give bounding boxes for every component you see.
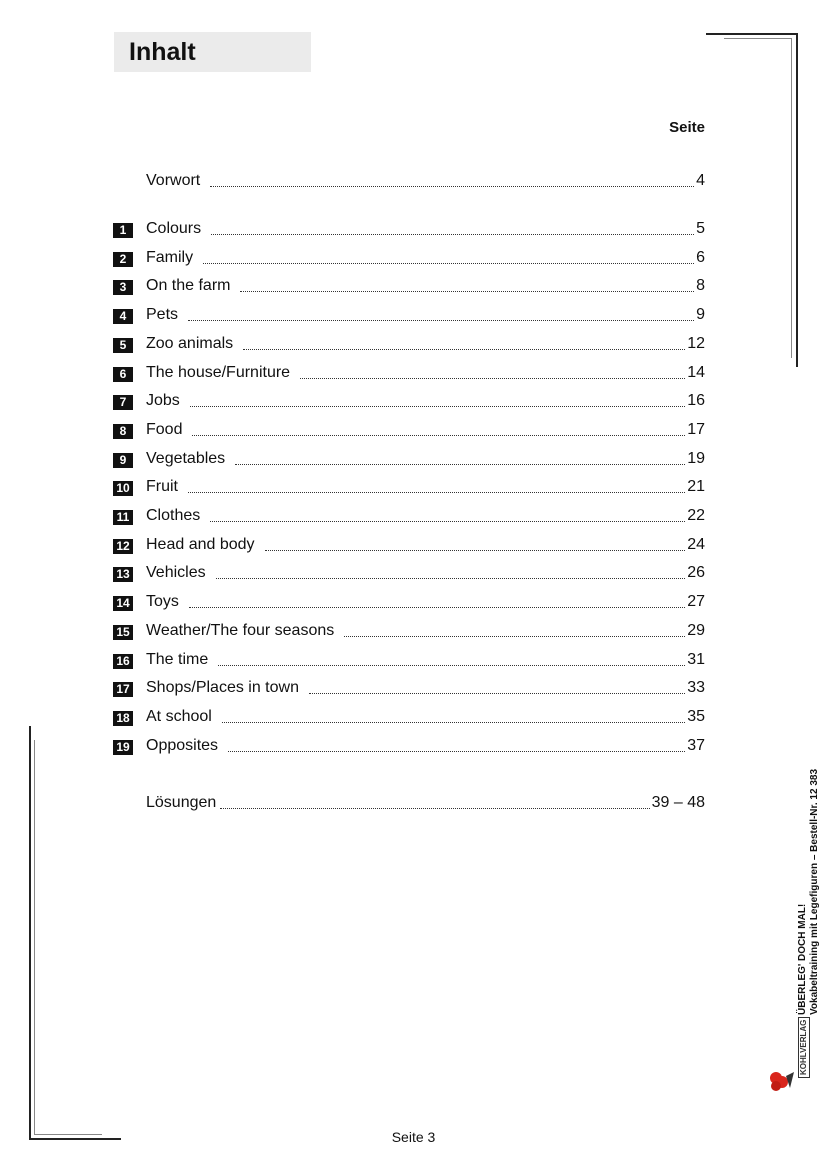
- toc-row: [113, 475, 705, 499]
- dot-leader: [220, 808, 649, 809]
- toc-number-blank: [113, 175, 133, 190]
- toc-row: [113, 389, 705, 413]
- dot-leader: [344, 636, 685, 637]
- dot-leader: [222, 722, 685, 723]
- toc-label: At school: [146, 708, 212, 725]
- chapter-number-badge: 2: [113, 252, 133, 267]
- toc-row: [113, 561, 705, 585]
- chapter-number-badge: 5: [113, 338, 133, 353]
- toc-label: Vehicles: [146, 564, 206, 581]
- chapter-number-badge: 11: [113, 510, 133, 525]
- chapter-number-badge: 1: [113, 223, 133, 238]
- toc-label: Pets: [146, 306, 179, 323]
- dot-leader: [300, 378, 685, 379]
- dot-leader: [189, 607, 685, 608]
- toc-row: [113, 705, 705, 729]
- toc-number-blank: [113, 797, 133, 812]
- page-number: Seite 3: [391, 1129, 436, 1145]
- toc-page: 9: [696, 306, 705, 323]
- toc-page: 33: [687, 679, 705, 696]
- toc-page: 26: [687, 564, 705, 581]
- toc-label: Vorwort: [146, 172, 201, 189]
- toc-label: Head and body: [146, 536, 255, 553]
- chapter-number-badge: 18: [113, 711, 133, 726]
- chapter-number-badge: 9: [113, 453, 133, 468]
- toc-row: [113, 648, 705, 672]
- chapter-number-badge: 7: [113, 395, 133, 410]
- toc-label: The time: [146, 651, 209, 668]
- dot-leader: [216, 578, 686, 579]
- dot-leader: [190, 406, 685, 407]
- series-subtitle: Vokabeltraining mit Legefiguren – Bestell-Nr. 12 383: [809, 768, 820, 1015]
- chapter-number-badge: 15: [113, 625, 133, 640]
- toc-label: Zoo animals: [146, 335, 234, 352]
- chapter-number-badge: 10: [113, 481, 133, 496]
- chapter-number-badge: 17: [113, 682, 133, 697]
- toc-row: [113, 504, 705, 528]
- frame-line: [706, 33, 798, 35]
- frame-line: [796, 33, 798, 367]
- series-title: ÜBERLEG' DOCH MAL!: [797, 903, 808, 1015]
- toc-row: [113, 590, 705, 614]
- toc-page: 39 – 48: [651, 794, 705, 811]
- dot-leader: [243, 349, 685, 350]
- toc-page: 31: [687, 651, 705, 668]
- toc-label: Opposites: [146, 737, 219, 754]
- chapter-number-badge: 19: [113, 740, 133, 755]
- toc-label: Colours: [146, 220, 202, 237]
- toc-label: Toys: [146, 593, 179, 610]
- toc-row: [113, 361, 705, 385]
- toc-page: 29: [687, 622, 705, 639]
- dot-leader: [240, 291, 694, 292]
- toc-label: Fruit: [146, 478, 178, 495]
- toc-page: 35: [687, 708, 705, 725]
- toc-page: 14: [687, 364, 705, 381]
- chapter-number-badge: 8: [113, 424, 133, 439]
- frame-line: [791, 38, 792, 358]
- toc-page: 5: [696, 220, 705, 237]
- toc-row: [113, 418, 705, 442]
- dot-leader: [192, 435, 685, 436]
- dot-leader: [218, 665, 685, 666]
- toc-row: [113, 303, 705, 327]
- toc-page: 24: [687, 536, 705, 553]
- chapter-number-badge: 12: [113, 539, 133, 554]
- toc-label: Family: [146, 249, 194, 266]
- toc-row: [113, 619, 705, 643]
- dot-leader: [188, 320, 694, 321]
- toc-row: [113, 676, 705, 700]
- page-title: Inhalt: [114, 32, 311, 72]
- toc-label: Jobs: [146, 392, 180, 409]
- toc-row-intro: [113, 169, 705, 193]
- toc-label: Lösungen: [146, 794, 217, 811]
- toc-page: 22: [687, 507, 705, 524]
- chapter-number-badge: 6: [113, 367, 133, 382]
- dot-leader: [235, 464, 685, 465]
- dot-leader: [210, 186, 694, 187]
- toc-page: 16: [687, 392, 705, 409]
- toc-label: The house/Furniture: [146, 364, 291, 381]
- chapter-number-badge: 13: [113, 567, 133, 582]
- toc-page: 8: [696, 277, 705, 294]
- dot-leader: [265, 550, 686, 551]
- toc-page: 6: [696, 249, 705, 266]
- toc-label: Clothes: [146, 507, 201, 524]
- toc-label: Food: [146, 421, 183, 438]
- frame-line: [34, 740, 35, 1135]
- toc-label: Shops/Places in town: [146, 679, 299, 696]
- publisher-logo-icon: [768, 1020, 798, 1095]
- dot-leader: [210, 521, 685, 522]
- chapter-number-badge: 16: [113, 654, 133, 669]
- toc-page: 21: [687, 478, 705, 495]
- chapter-number-badge: 14: [113, 596, 133, 611]
- side-series-text: [797, 755, 821, 1015]
- toc-row-solutions: [113, 791, 705, 815]
- dot-leader: [188, 492, 685, 493]
- toc-row: [113, 246, 705, 270]
- toc-row: [113, 332, 705, 356]
- toc-row: [113, 447, 705, 471]
- toc-label: Weather/The four seasons: [146, 622, 335, 639]
- toc-row: [113, 274, 705, 298]
- dot-leader: [228, 751, 685, 752]
- toc-label: On the farm: [146, 277, 231, 294]
- toc-page: 17: [687, 421, 705, 438]
- publisher-name: KOHLVERLAG: [798, 1017, 810, 1078]
- dot-leader: [309, 693, 685, 694]
- toc-page: 37: [687, 737, 705, 754]
- toc-label: Vegetables: [146, 450, 226, 467]
- toc-page: 27: [687, 593, 705, 610]
- toc-row: [113, 734, 705, 758]
- chapter-number-badge: 3: [113, 280, 133, 295]
- toc-row: [113, 533, 705, 557]
- frame-line: [29, 726, 31, 1140]
- frame-line: [724, 38, 792, 39]
- dot-leader: [211, 234, 694, 235]
- chapter-number-badge: 4: [113, 309, 133, 324]
- toc-page: 12: [687, 335, 705, 352]
- toc-row: [113, 217, 705, 241]
- toc-page: 4: [696, 172, 705, 189]
- dot-leader: [203, 263, 694, 264]
- page-column-heading: Seite: [669, 119, 705, 136]
- toc-page: 19: [687, 450, 705, 467]
